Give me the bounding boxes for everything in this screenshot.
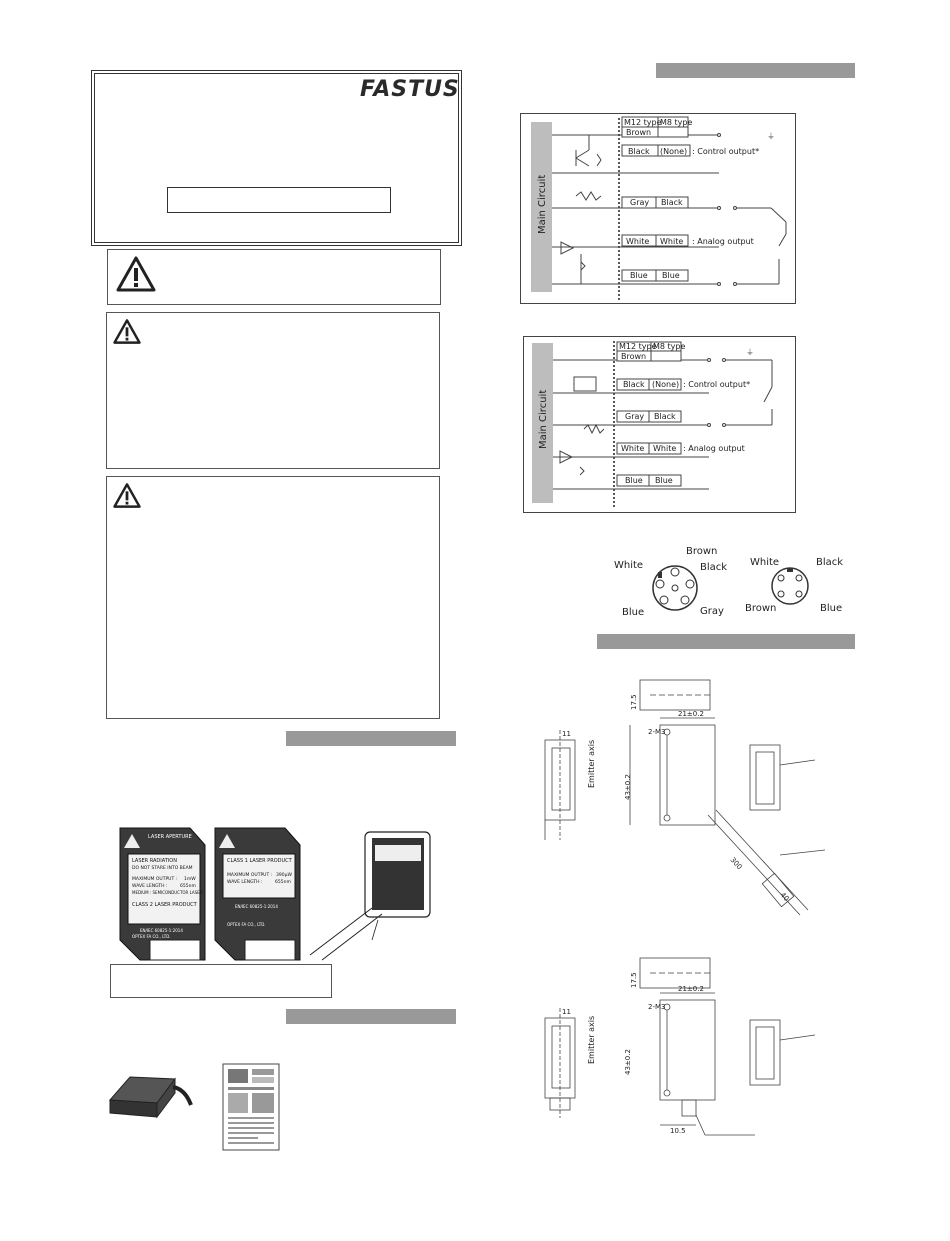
wire-white-2: White [621, 444, 645, 453]
dim-cable-length: 300 [728, 855, 744, 872]
dim-screw-2: 2-M3 [648, 1003, 666, 1011]
dim-width-1: 21±0.2 [678, 710, 704, 718]
m12-gray-label: Gray [700, 606, 724, 617]
wire-brown: Brown [626, 128, 652, 137]
section-bar-accessories [286, 1009, 456, 1024]
warning-box-1 [107, 249, 441, 305]
col-m12-2: M12 type [619, 342, 657, 351]
class1-wavelength-val: 655nm [275, 880, 291, 885]
dim-height-2: 43±0.2 [624, 1049, 632, 1075]
dim-connector-length: 40 [778, 890, 791, 903]
wire-gray: Gray [630, 198, 650, 207]
circuit-npn-svg [521, 114, 795, 303]
main-circuit-label: Main Circuit [537, 174, 548, 234]
label-caption-box [110, 964, 332, 998]
wire-blue-m8-2: Blue [655, 476, 673, 485]
class2-line1: LASER RADIATION [132, 858, 177, 864]
section-bar-labels [286, 731, 456, 746]
dimension-drawing-2 [530, 950, 830, 1140]
dim-connector-offset: 10.5 [670, 1127, 686, 1135]
class2-aperture-text: LASER APERTURE [148, 834, 192, 840]
class2-class: CLASS 2 LASER PRODUCT [132, 902, 197, 908]
wire-black-2: Black [623, 380, 645, 389]
section-bar-dimensions [597, 634, 855, 649]
m8-black-label: Black [816, 557, 844, 568]
warning-box-2 [106, 312, 440, 469]
circuit-diagram-npn [520, 113, 796, 304]
m8-brown-label: Brown [745, 603, 777, 614]
class2-medium: MEDIUM : SEMICONDUCTOR LASER [132, 890, 203, 895]
circuit-diagram-pnp [523, 336, 796, 513]
warning-triangle-icon [116, 256, 156, 292]
class2-maxoutput-val: 1mW [184, 877, 196, 882]
class2-std: EN/IEC 60825-1:2014 [140, 928, 183, 933]
caution-triangle-icon [113, 319, 141, 344]
wire-brown-2: Brown [621, 352, 647, 361]
fastus-logo: FASTUS [360, 77, 460, 102]
class1-label [215, 828, 300, 960]
main-circuit-label-2: Main Circuit [538, 389, 549, 449]
section-bar-io-circuit [656, 63, 855, 78]
wire-blue: Blue [630, 271, 648, 280]
class2-maxoutput: MAXIMUM OUTPUT : [132, 877, 178, 882]
dim-screw-1: 2-M3 [648, 728, 666, 736]
warning-box-3 [106, 476, 440, 719]
class2-wavelength: WAVE LENGTH : [132, 884, 168, 889]
class1-company: OPTEX FA CO., LTD. [227, 922, 266, 927]
dim-depth-2: 17.5 [630, 972, 638, 988]
class1-wavelength: WAVE LENGTH : [227, 880, 263, 885]
analog-output-note-2: : Analog output [683, 444, 745, 453]
svg-text:⏚: ⏚ [746, 348, 754, 357]
col-m12: M12 type [624, 118, 662, 127]
col-m8-2: M8 type [653, 342, 686, 351]
m8-white-label: White [750, 557, 780, 568]
sensor-with-label [310, 832, 430, 960]
manual-thumbnail [222, 1063, 280, 1151]
wire-none: (None) [660, 147, 688, 156]
wire-blue-2: Blue [625, 476, 643, 485]
emitter-axis-label-1: Emitter axis [587, 739, 596, 788]
control-output-note-2: : Control output* [683, 380, 751, 389]
wire-white: White [626, 237, 650, 246]
circuit-pnp-svg [524, 337, 795, 512]
class2-wavelength-val: 655nm [180, 884, 196, 889]
model-number-box [167, 187, 391, 213]
product-photo [105, 1065, 195, 1125]
class1-class: CLASS 1 LASER PRODUCT [227, 858, 292, 864]
dim-width-2: 21±0.2 [678, 985, 704, 993]
caution-triangle-icon-2 [113, 483, 141, 508]
class2-line2: DO NOT STARE INTO BEAM [132, 866, 193, 871]
wire-gray-2: Gray [625, 412, 645, 421]
analog-output-note: : Analog output [692, 237, 754, 246]
dim-offset-1: 11 [562, 730, 571, 738]
col-m8: M8 type [660, 118, 693, 127]
dimension-drawing-1 [530, 670, 830, 930]
m12-white-label: White [614, 560, 644, 571]
class1-std: EN/IEC 60825-1:2014 [235, 904, 278, 909]
emitter-axis-label-2: Emitter axis [587, 1015, 596, 1064]
wire-gray-m8-2: Black [654, 412, 676, 421]
wire-white-m8-2: White [653, 444, 677, 453]
class2-label [120, 828, 205, 960]
wire-gray-m8: Black [661, 198, 683, 207]
svg-text:⏚: ⏚ [767, 132, 775, 141]
class2-company: OPTEX FA CO., LTD. [132, 934, 171, 939]
dim-offset-2: 11 [562, 1008, 571, 1016]
wire-black: Black [628, 147, 650, 156]
m12-black-label: Black [700, 562, 728, 573]
class1-maxoutput-val: 390μW [276, 873, 292, 878]
m12-blue-label: Blue [622, 607, 645, 618]
m12-brown-label: Brown [686, 546, 718, 557]
class1-maxoutput: MAXIMUM OUTPUT : [227, 873, 273, 878]
control-output-note: : Control output* [692, 147, 760, 156]
wire-none-2: (None) [652, 380, 680, 389]
wire-blue-m8: Blue [662, 271, 680, 280]
m8-blue-label: Blue [820, 603, 843, 614]
laser-labels-illustration [110, 820, 440, 965]
title-box [91, 70, 462, 246]
dim-depth-1: 17.5 [630, 694, 638, 710]
wire-white-m8: White [660, 237, 684, 246]
dim-height-1: 43±0.2 [624, 774, 632, 800]
